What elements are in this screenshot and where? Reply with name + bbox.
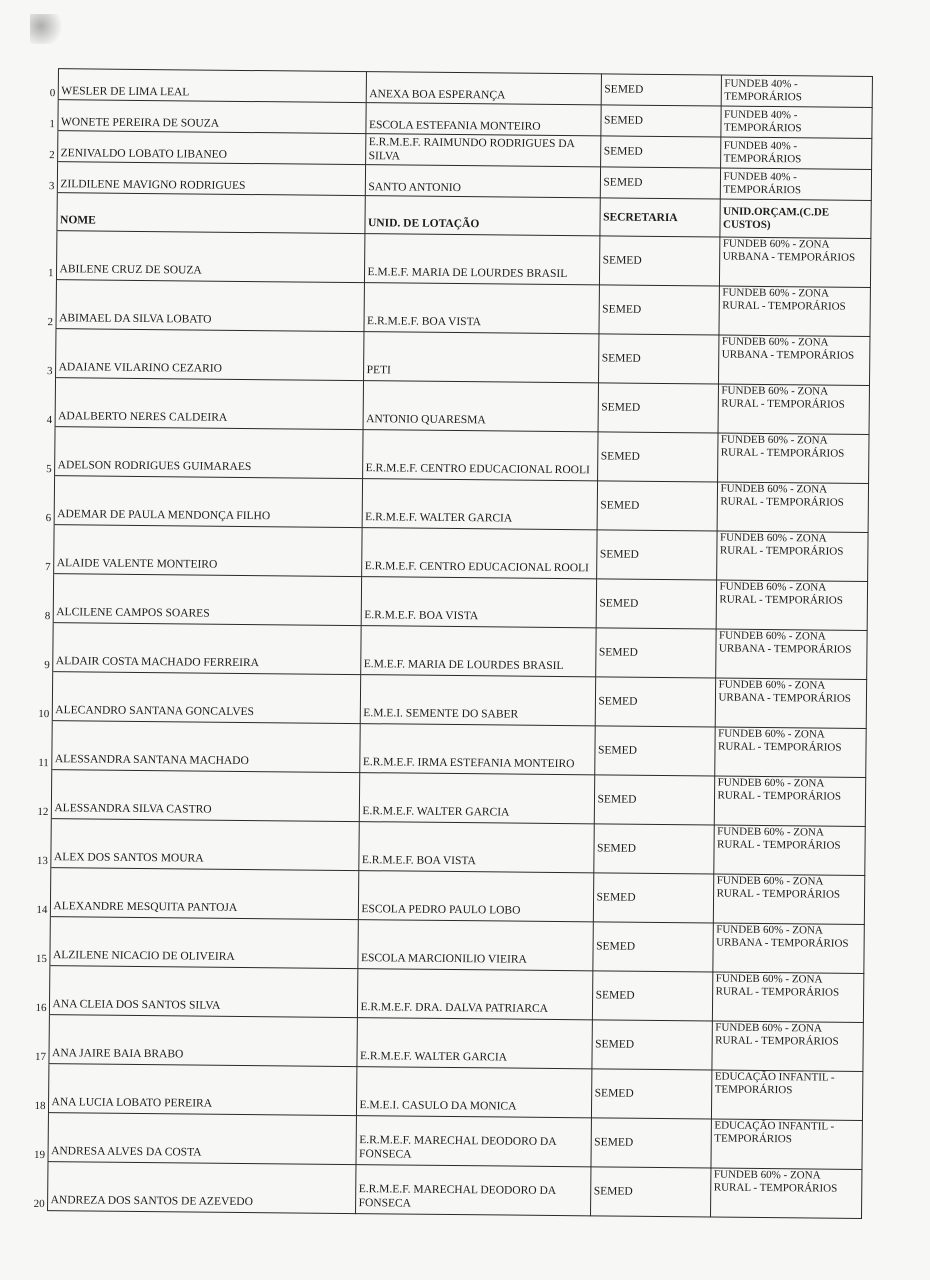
row-lotacao: E.R.M.E.F. RAIMUNDO RODRIGUES DA SILVA (365, 134, 600, 167)
row-unidade: FUNDEB 60% - ZONA RURAL - TEMPORÁRIOS (713, 874, 864, 924)
row-lotacao: E.R.M.E.F. BOA VISTA (363, 283, 598, 334)
table-row (37, 328, 869, 385)
row-nome: ALESSANDRA SILVA CASTRO (51, 770, 359, 822)
row-secretaria: SEMED (600, 167, 720, 199)
row-number: 8 (35, 573, 53, 622)
row-unidade: EDUCAÇÃO INFANTIL - TEMPORÁRIOS (711, 1070, 862, 1120)
header-nome: NOME (56, 193, 364, 234)
row-unidade: FUNDEB 60% - ZONA RURAL - TEMPORÁRIOS (717, 482, 868, 532)
row-secretaria: SEMED (601, 74, 721, 106)
row-secretaria: SEMED (598, 334, 718, 384)
row-lotacao: E.R.M.E.F. IRMA ESTEFANIA MONTEIRO (359, 724, 594, 775)
row-secretaria: SEMED (598, 383, 718, 433)
row-nome: ALAIDE VALENTE MONTEIRO (53, 525, 361, 577)
row-nome: ANA CLEIA DOS SANTOS SILVA (49, 966, 357, 1018)
row-unidade: FUNDEB 60% - ZONA URBANA - TEMPORÁRIOS (718, 335, 869, 385)
row-nome: ALECANDRO SANTANA GONCALVES (52, 672, 360, 724)
row-number: 2 (39, 130, 57, 161)
row-number: 12 (33, 769, 51, 818)
table-row (37, 279, 869, 336)
row-number: 11 (33, 720, 51, 769)
table-row (30, 1063, 862, 1120)
row-lotacao: E.R.M.E.F. WALTER GARCIA (362, 479, 597, 530)
row-nome: ANA JAIRE BAIA BRABO (48, 1015, 356, 1067)
table-row (30, 1014, 862, 1071)
row-nome: WESLER DE LIMA LEAL (58, 69, 366, 103)
row-unidade: FUNDEB 40% - TEMPORÁRIOS (720, 106, 871, 138)
row-lotacao: E.R.M.E.F. CENTRO EDUCACIONAL ROOLI (361, 528, 596, 579)
scan-artifact (30, 14, 66, 44)
table-row (36, 426, 868, 483)
row-secretaria: SEMED (597, 481, 717, 531)
row-number: 6 (36, 475, 54, 524)
row-lotacao: ESCOLA MARCIONILIO VIEIRA (357, 920, 592, 971)
row-unidade: FUNDEB 60% - ZONA RURAL - TEMPORÁRIOS (713, 825, 864, 875)
row-number: 7 (35, 524, 53, 573)
row-lotacao: ANEXA BOA ESPERANÇA (366, 72, 601, 105)
row-nome: ZILDILENE MAVIGNO RODRIGUES (57, 162, 365, 196)
row-number: 17 (30, 1014, 48, 1063)
staff-table (29, 68, 872, 1219)
table-row (33, 769, 865, 826)
row-secretaria: SEMED (592, 971, 712, 1021)
row-secretaria: SEMED (596, 530, 716, 580)
row-secretaria: SEMED (592, 922, 712, 972)
row-number: 3 (37, 328, 55, 377)
row-unidade: FUNDEB 40% - TEMPORÁRIOS (720, 168, 871, 200)
row-number: 0 (40, 68, 58, 99)
row-secretaria: SEMED (600, 136, 720, 168)
row-lotacao: E.R.M.E.F. CENTRO EDUCACIONAL ROOLI (362, 430, 597, 481)
staff-rows (29, 230, 870, 1218)
table-row (36, 475, 868, 532)
row-lotacao: PETI (363, 332, 598, 383)
row-nome: ANDREZA DOS SANTOS DE AZEVEDO (47, 1162, 355, 1214)
row-secretaria: SEMED (596, 579, 716, 629)
row-number: 18 (30, 1063, 48, 1112)
header-secretaria: SECRETARIA (599, 198, 719, 237)
row-unidade: FUNDEB 60% - ZONA URBANA - TEMPORÁRIOS (715, 629, 866, 679)
row-secretaria: SEMED (595, 677, 715, 727)
table-row (32, 867, 864, 924)
row-nome: ADEMAR DE PAULA MENDONÇA FILHO (54, 476, 362, 528)
row-unidade: EDUCAÇÃO INFANTIL - TEMPORÁRIOS (710, 1119, 861, 1169)
row-lotacao: E.M.E.F. MARIA DE LOURDES BRASIL (360, 626, 595, 677)
table-row (32, 818, 864, 875)
header-num-cell (38, 192, 56, 230)
row-lotacao: ESCOLA ESTEFANIA MONTEIRO (365, 103, 600, 136)
document-sheet (30, 68, 872, 1210)
row-secretaria: SEMED (590, 1118, 710, 1168)
row-unidade: FUNDEB 60% - ZONA RURAL - TEMPORÁRIOS (718, 286, 869, 336)
table-row (30, 1112, 862, 1169)
row-secretaria: SEMED (590, 1167, 710, 1217)
table-row (29, 1161, 861, 1218)
row-lotacao: E.M.E.F. MARIA DE LOURDES BRASIL (364, 234, 599, 285)
row-unidade: FUNDEB 40% - TEMPORÁRIOS (721, 75, 872, 107)
row-nome: ZENIVALDO LOBATO LIBANEO (57, 131, 365, 165)
row-unidade: FUNDEB 60% - ZONA RURAL - TEMPORÁRIOS (712, 972, 863, 1022)
row-unidade: FUNDEB 60% - ZONA URBANA - TEMPORÁRIOS (715, 678, 866, 728)
row-number: 1 (39, 99, 57, 130)
row-lotacao: SANTO ANTONIO (365, 165, 600, 198)
table-row (34, 622, 866, 679)
row-secretaria: SEMED (591, 1020, 711, 1070)
row-secretaria: SEMED (599, 236, 719, 286)
row-nome: ALCILENE CAMPOS SOARES (53, 574, 361, 626)
row-secretaria: SEMED (597, 432, 717, 482)
row-nome: ALEX DOS SANTOS MOURA (50, 819, 358, 871)
row-secretaria: SEMED (593, 824, 713, 874)
row-number: 4 (37, 377, 55, 426)
previous-page-rows (39, 68, 872, 200)
row-unidade: FUNDEB 60% - ZONA RURAL - TEMPORÁRIOS (718, 384, 869, 434)
row-nome: ABILENE CRUZ DE SOUZA (56, 231, 364, 283)
row-lotacao: E.M.E.I. SEMENTE DO SABER (360, 675, 595, 726)
row-nome: ADAIANE VILARINO CEZARIO (55, 329, 363, 381)
row-number: 3 (39, 161, 57, 192)
row-lotacao: E.R.M.E.F. MARECHAL DEODORO DA FONSECA (355, 1116, 590, 1167)
row-unidade: FUNDEB 60% - ZONA RURAL - TEMPORÁRIOS (714, 776, 865, 826)
row-number: 2 (37, 279, 55, 328)
row-lotacao: E.R.M.E.F. MARECHAL DEODORO DA FONSECA (355, 1165, 590, 1216)
row-number: 10 (34, 671, 52, 720)
row-unidade: FUNDEB 60% - ZONA RURAL - TEMPORÁRIOS (711, 1021, 862, 1071)
row-nome: ALEXANDRE MESQUITA PANTOJA (50, 868, 358, 920)
table-row (35, 573, 867, 630)
row-secretaria: SEMED (600, 105, 720, 137)
table-row (38, 230, 870, 287)
row-number: 20 (29, 1161, 47, 1210)
row-lotacao: E.R.M.E.F. DRA. DALVA PATRIARCA (357, 969, 592, 1020)
table-row (37, 377, 869, 434)
row-number: 5 (36, 426, 54, 475)
header-unidade: UNID.ORÇAM.(C.DE CUSTOS) (719, 199, 870, 238)
row-unidade: FUNDEB 60% - ZONA URBANA - TEMPORÁRIOS (712, 923, 863, 973)
row-lotacao: E.M.E.I. CASULO DA MONICA (356, 1067, 591, 1118)
row-lotacao: E.R.M.E.F. BOA VISTA (358, 822, 593, 873)
row-nome: ALDAIR COSTA MACHADO FERREIRA (52, 623, 360, 675)
row-number: 1 (38, 230, 56, 279)
row-nome: WONETE PEREIRA DE SOUZA (57, 100, 365, 134)
row-secretaria: SEMED (594, 726, 714, 776)
row-number: 16 (31, 965, 49, 1014)
row-unidade: FUNDEB 60% - ZONA RURAL - TEMPORÁRIOS (716, 531, 867, 581)
row-nome: ADELSON RODRIGUES GUIMARAES (54, 427, 362, 479)
row-unidade: FUNDEB 60% - ZONA RURAL - TEMPORÁRIOS (714, 727, 865, 777)
row-unidade: FUNDEB 60% - ZONA RURAL - TEMPORÁRIOS (717, 433, 868, 483)
row-nome: ABIMAEL DA SILVA LOBATO (55, 280, 363, 332)
row-lotacao: E.R.M.E.F. WALTER GARCIA (356, 1018, 591, 1069)
row-unidade: FUNDEB 40% - TEMPORÁRIOS (720, 137, 871, 169)
row-unidade: FUNDEB 60% - ZONA RURAL - TEMPORÁRIOS (710, 1168, 861, 1218)
row-secretaria: SEMED (594, 775, 714, 825)
row-nome: ALZILENE NICACIO DE OLIVEIRA (49, 917, 357, 969)
table-row (33, 720, 865, 777)
row-nome: ADALBERTO NERES CALDEIRA (55, 378, 363, 430)
row-nome: ANDRESA ALVES DA COSTA (48, 1113, 356, 1165)
row-number: 14 (32, 867, 50, 916)
row-secretaria: SEMED (591, 1069, 711, 1119)
row-number: 9 (34, 622, 52, 671)
header-lotacao: UNID. DE LOTAÇÃO (364, 196, 599, 236)
row-unidade: FUNDEB 60% - ZONA RURAL - TEMPORÁRIOS (716, 580, 867, 630)
row-secretaria: SEMED (593, 873, 713, 923)
row-lotacao: E.R.M.E.F. BOA VISTA (361, 577, 596, 628)
row-secretaria: SEMED (598, 285, 718, 335)
row-nome: ALESSANDRA SANTANA MACHADO (51, 721, 359, 773)
table-row (35, 524, 867, 581)
row-number: 19 (30, 1112, 48, 1161)
row-lotacao: ANTONIO QUARESMA (363, 381, 598, 432)
row-nome: ANA LUCIA LOBATO PEREIRA (48, 1064, 356, 1116)
row-unidade: FUNDEB 60% - ZONA URBANA - TEMPORÁRIOS (719, 237, 870, 287)
row-lotacao: ESCOLA PEDRO PAULO LOBO (358, 871, 593, 922)
row-secretaria: SEMED (595, 628, 715, 678)
row-number: 13 (32, 818, 50, 867)
table-row (31, 965, 863, 1022)
row-lotacao: E.R.M.E.F. WALTER GARCIA (359, 773, 594, 824)
table-row (31, 916, 863, 973)
table-row (34, 671, 866, 728)
row-number: 15 (31, 916, 49, 965)
